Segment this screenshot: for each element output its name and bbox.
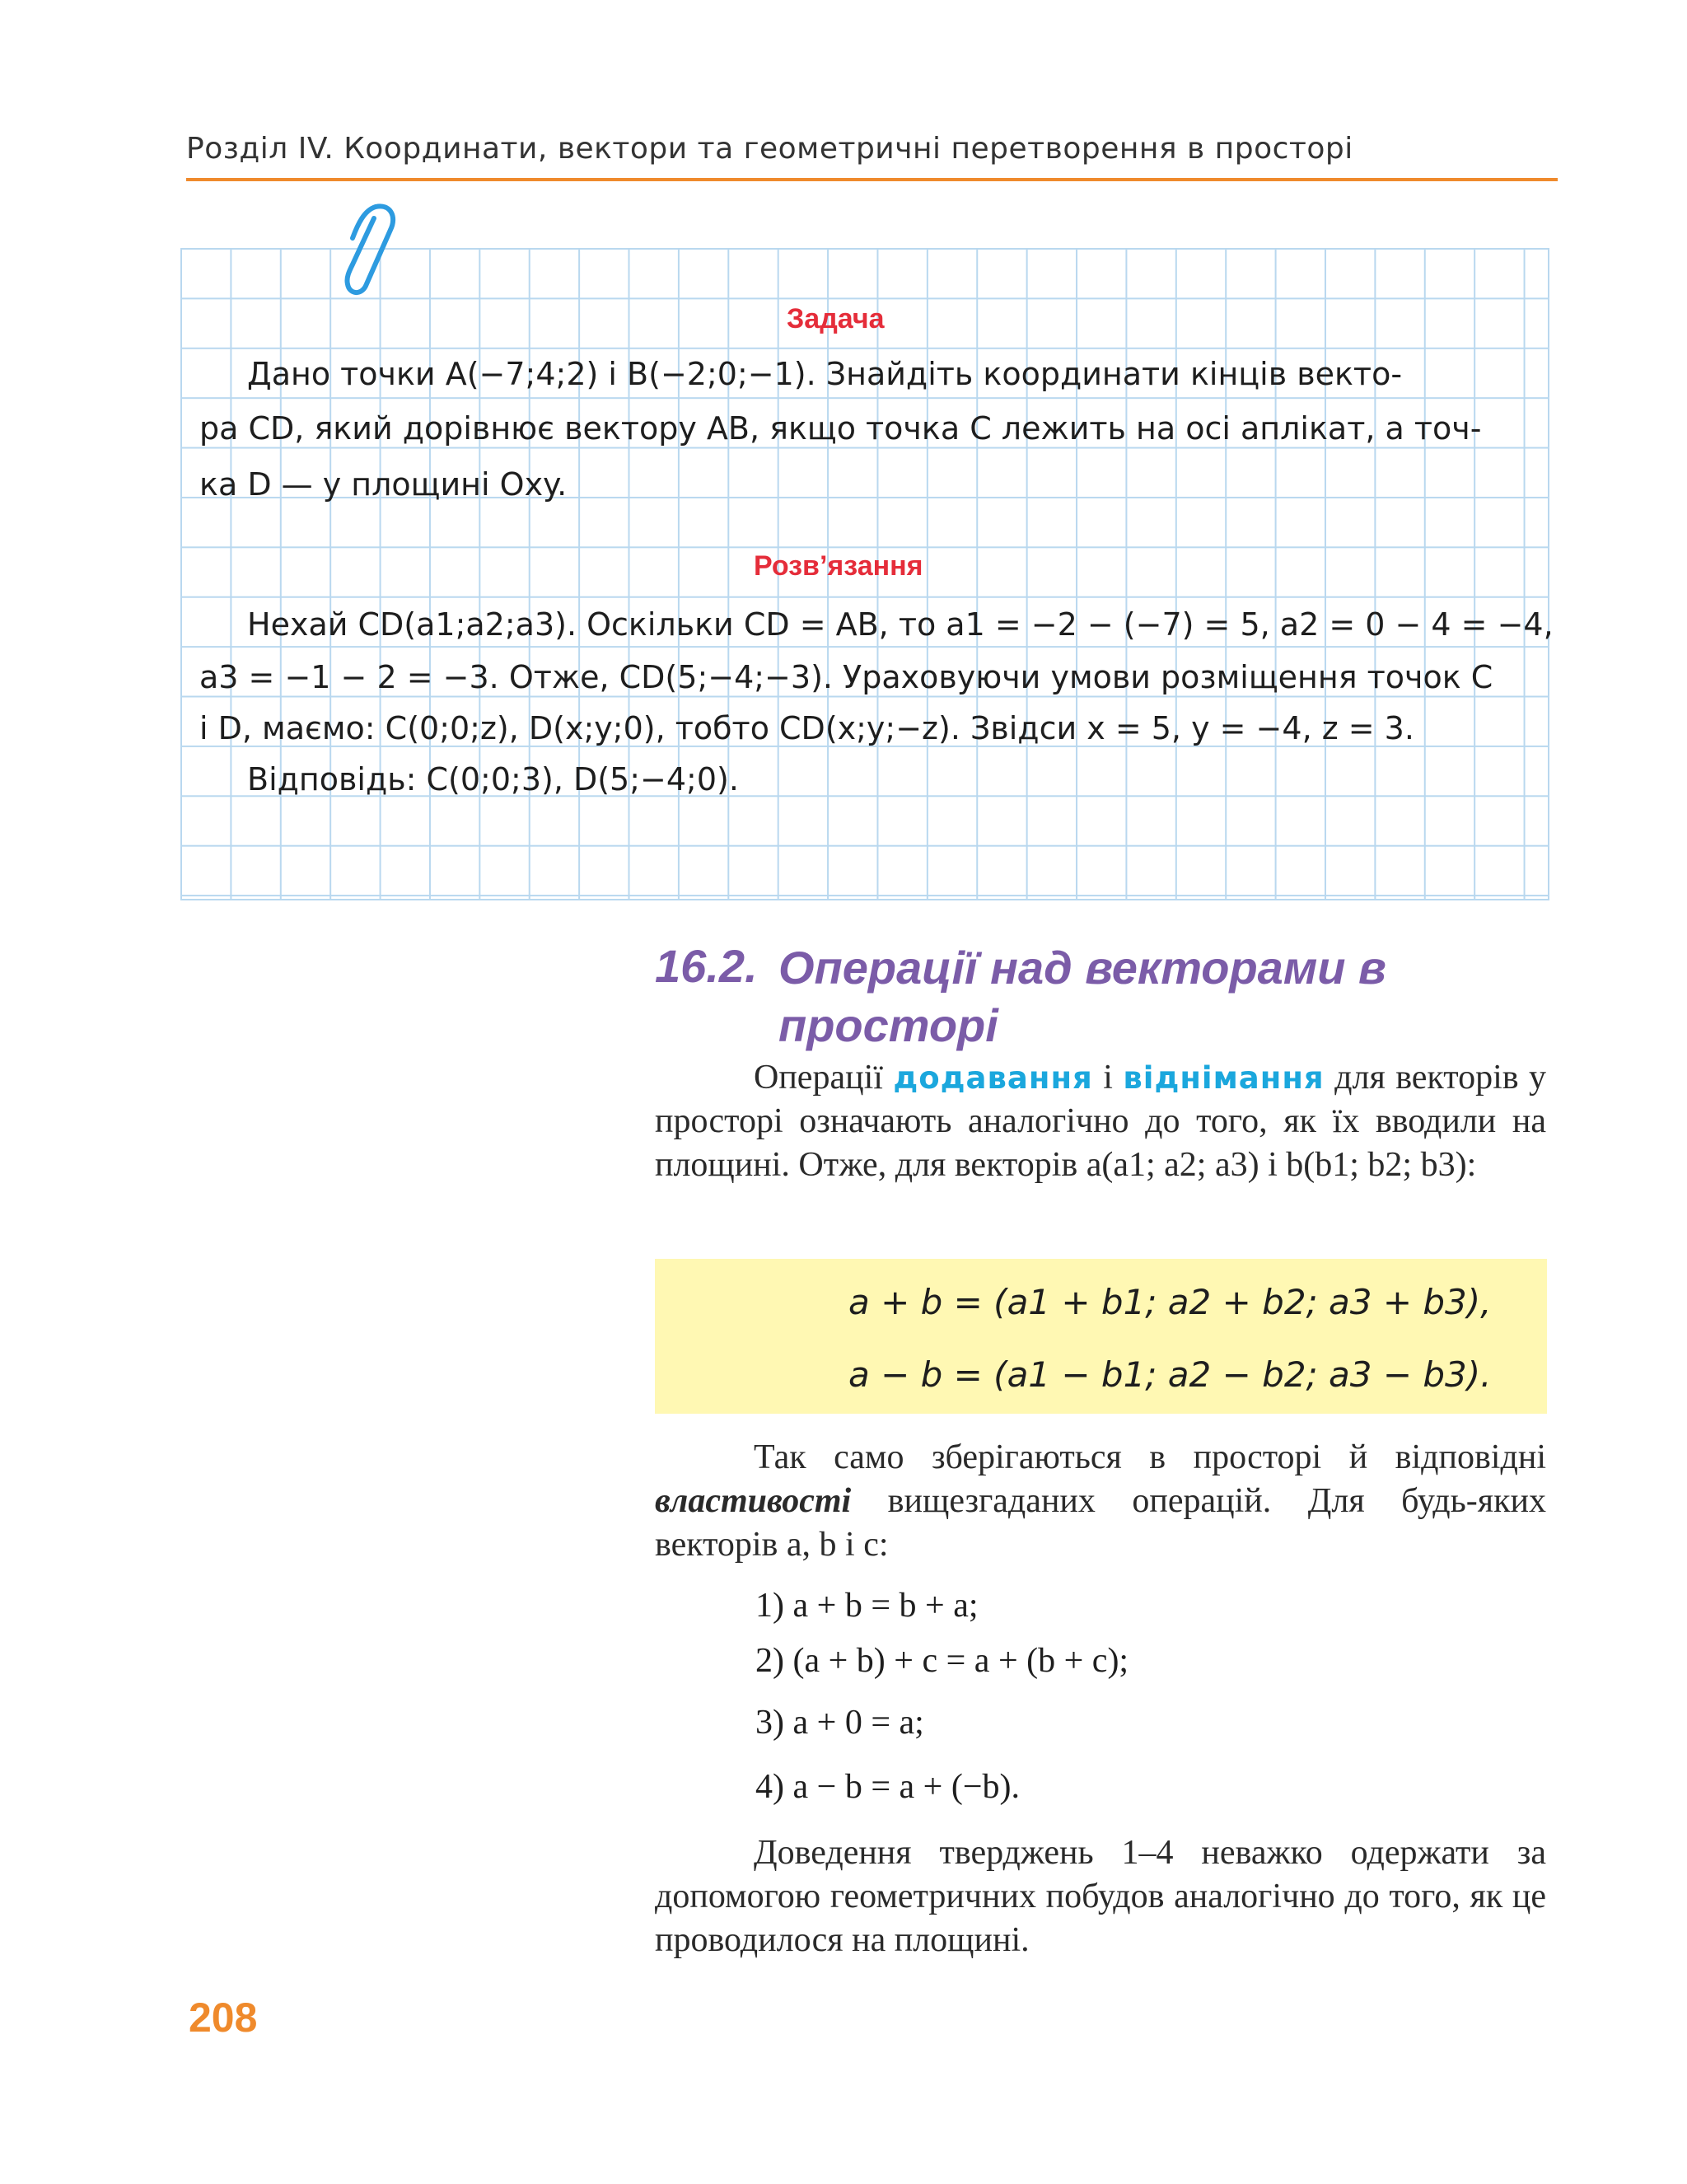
solution-answer: Відповідь: C(0;0;3), D(5;−4;0). (247, 761, 739, 797)
property-1: 1) a + b = b + a; (755, 1587, 979, 1625)
solution-title: Розв’язання (754, 550, 923, 582)
solution-line-1: Нехай CD(a1;a2;a3). Оскільки CD = AB, то a1 = −2 − (−7) = 5, a2 = 0 − 4 = −4, (247, 606, 1554, 643)
section-number: 16.2. (655, 940, 758, 992)
task-line-2: ра CD, який дорівнює вектору AB, якщо точка C лежить на осі аплікат, а точ- (199, 410, 1482, 447)
intro-text-2: і (1092, 1059, 1124, 1097)
paragraph-intro (655, 1056, 1546, 1187)
paperclip-icon (333, 200, 407, 299)
keyword-subtraction: віднімання (1123, 1060, 1325, 1096)
task-title: Задача (787, 303, 885, 334)
proof-text: Доведення тверджень 1–4 неважко одержати за допомогою геометричних побудов аналогічно до того, як це проводилося на площині. (655, 1834, 1546, 1959)
formula-difference: a − b = (a1 − b1; a2 − b2; a3 − b3). (848, 1354, 1492, 1395)
intro-text-1: Операції (754, 1059, 894, 1097)
paragraph-proof (655, 1831, 1546, 1962)
header-divider (186, 178, 1558, 181)
keyword-addition: додавання (893, 1060, 1093, 1096)
solution-line-3: і D, маємо: C(0;0;z), D(x;y;0), тобто CD(x;y;−z). Звідси x = 5, y = −4, z = 3. (199, 710, 1414, 746)
solution-line-2: a3 = −1 − 2 = −3. Отже, CD(5;−4;−3). Ураховуючи умови розміщення точок C (199, 659, 1493, 695)
properties-emphasis: властивості (655, 1482, 852, 1520)
page-number: 208 (189, 1995, 258, 2041)
property-3: 3) a + 0 = a; (755, 1704, 924, 1742)
intro-text-3: для векторів у просторі означають аналогічно до того, як їх вводили на площині. Отже, для векторів a(a1; a2; a3) і b(b1; b2; b3): (655, 1059, 1547, 1184)
paragraph-properties (655, 1436, 1546, 1567)
task-line-3: ка D — у площині Oxy. (199, 466, 568, 503)
section-title: Операції над векторами в просторі (778, 942, 1386, 1051)
task-line-1: Дано точки A(−7;4;2) і B(−2;0;−1). Знайдіть координати кінців векто- (247, 356, 1403, 392)
properties-text-2: вищезгаданих операцій. Для будь-яких векторів a, b і c: (655, 1482, 1546, 1564)
property-2: 2) (a + b) + c = a + (b + c); (755, 1642, 1129, 1680)
property-4: 4) a − b = a + (−b). (755, 1768, 1020, 1806)
page-header-title: Розділ IV. Координати, вектори та геометричні перетворення в просторі (186, 132, 1353, 166)
formula-sum: a + b = (a1 + b1; a2 + b2; a3 + b3), (848, 1282, 1492, 1322)
properties-text-1: Так само зберігаються в просторі й відповідні (754, 1438, 1546, 1476)
